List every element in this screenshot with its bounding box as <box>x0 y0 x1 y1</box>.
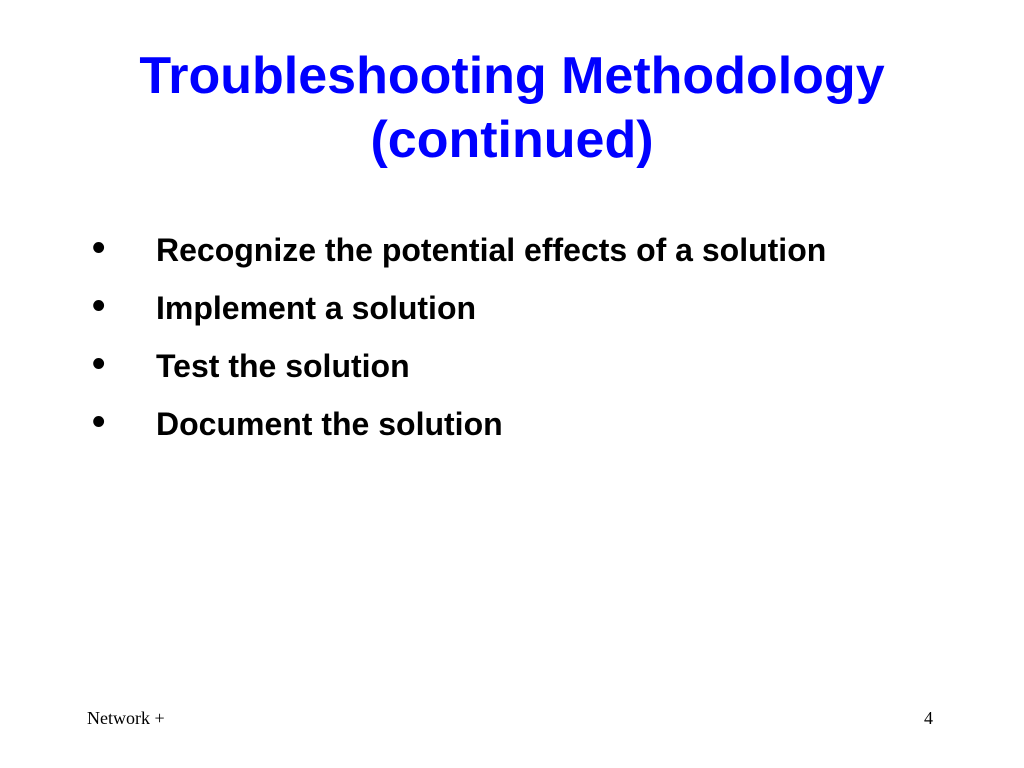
bullet-text: Test the solution <box>156 348 410 384</box>
bullet-list <box>90 228 910 460</box>
bullet-text: Implement a solution <box>156 290 477 326</box>
bullet-item <box>90 344 910 388</box>
bullet-text: Recognize the potential effects of a solution <box>156 232 827 268</box>
page-number: 4 <box>924 708 933 728</box>
bullet-item <box>90 402 910 446</box>
bullet-item <box>90 228 910 272</box>
bullet-item <box>90 286 910 330</box>
slide-title <box>60 44 964 172</box>
bullet-icon: • <box>92 285 106 327</box>
footer-course-label: Network + <box>87 708 165 728</box>
bullet-icon: • <box>92 343 106 385</box>
bullet-text: Document the solution <box>156 406 503 442</box>
bullet-icon: • <box>92 227 106 269</box>
bullet-icon: • <box>92 401 106 443</box>
slide-title-line-2: (continued) <box>370 111 654 169</box>
slide-title-line-1: Troubleshooting Methodology <box>139 47 885 105</box>
